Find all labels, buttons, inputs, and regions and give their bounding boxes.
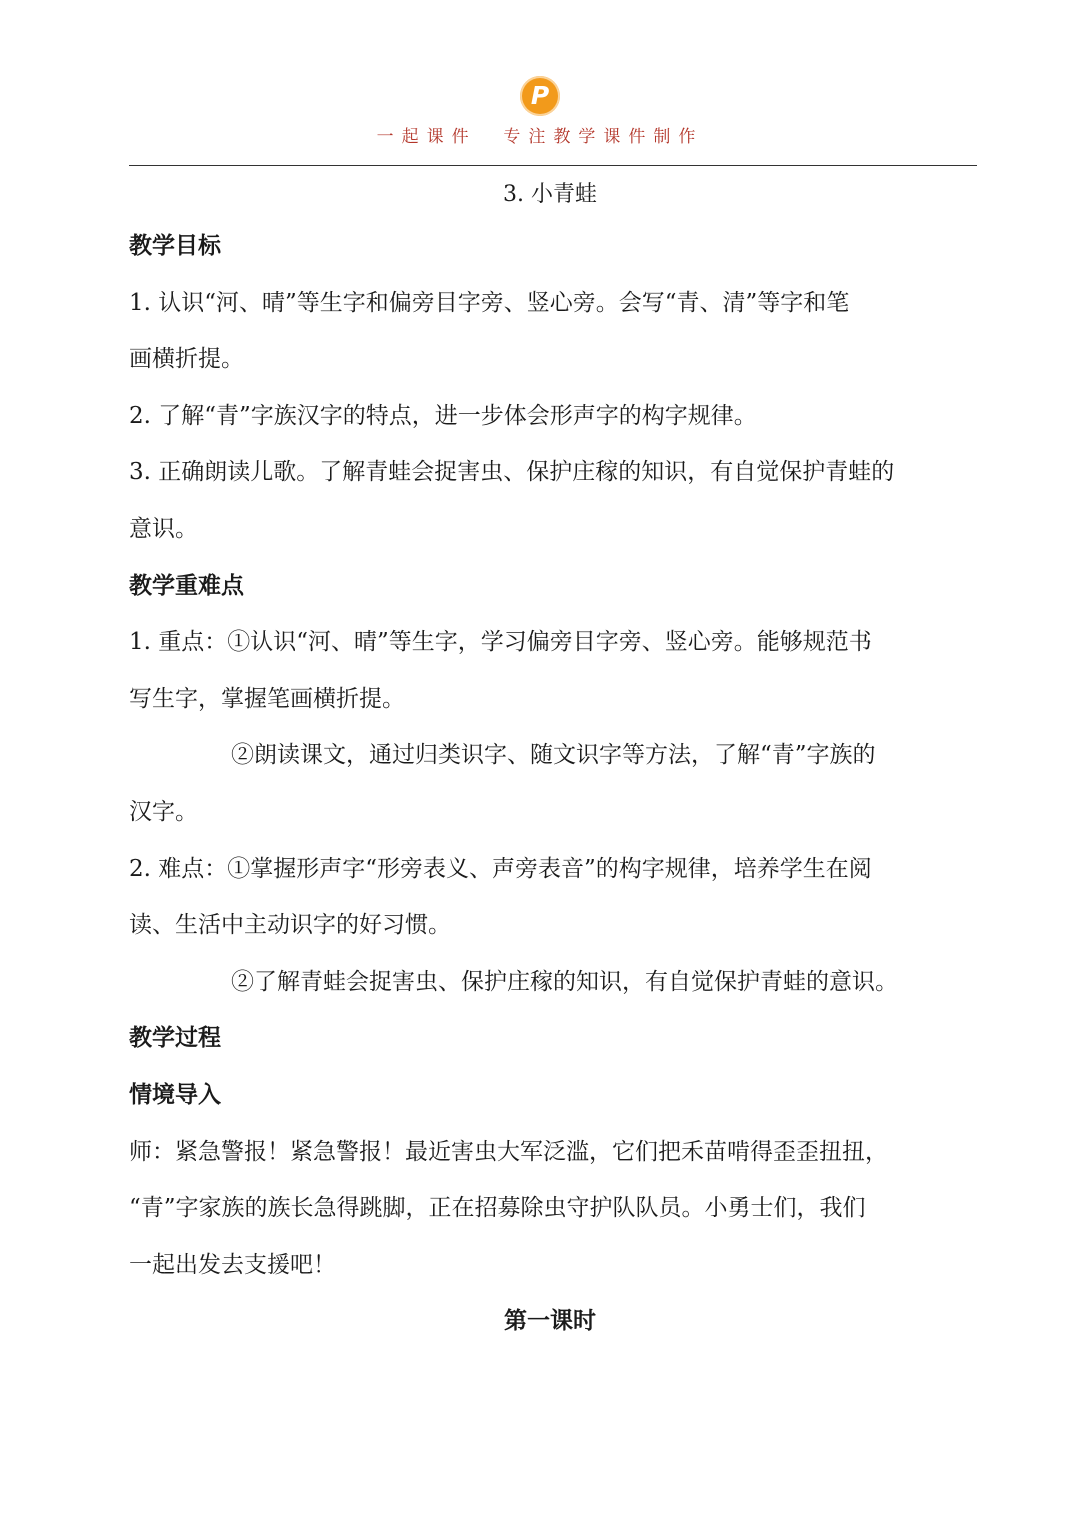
section-heading-goals: 教学目标 — [129, 233, 221, 259]
goal-line: 3. 正确朗读儿歌。了解青蛙会捉害虫、保护庄稼的知识，有自觉保护青蛙的 — [129, 459, 895, 486]
section-heading-keypoints: 教学重难点 — [129, 572, 244, 599]
keypoint-line: 读、生活中主动识字的好习惯。 — [129, 912, 451, 939]
intro-line: “青”字家族的族长急得跳脚，正在招募除虫守护队队员。小勇士们，我们 — [129, 1195, 866, 1222]
intro-line: 一起出发去支援吧！ — [129, 1251, 336, 1278]
keypoint-line: ②了解青蛙会捉害虫、保护庄稼的知识，有自觉保护青蛙的意识。 — [231, 968, 898, 995]
lesson-heading: 第一课时 — [504, 1308, 596, 1335]
goal-line: 意识。 — [129, 515, 198, 542]
keypoint-line: 1. 重点：①认识“河、晴”等生字，学习偏旁目字旁、竖心旁。能够规范书 — [129, 629, 872, 656]
document-body — [129, 172, 971, 1350]
goal-line: 2. 了解“青”字族汉字的特点，进一步体会形声字的构字规律。 — [129, 402, 757, 429]
keypoint-line: ②朗读课文，通过归类识字、随文识字等方法，了解“青”字族的 — [231, 742, 876, 769]
goal-line: 画横折提。 — [129, 346, 244, 373]
logo-letter: P — [530, 81, 550, 110]
page-header — [0, 76, 1080, 147]
section-heading-process: 教学过程 — [129, 1025, 221, 1052]
header-divider — [129, 165, 977, 166]
keypoint-line: 汉字。 — [129, 798, 198, 825]
brand-slogan: 一起课件 专注教学课件制作 — [376, 127, 704, 147]
section-heading-intro: 情境导入 — [129, 1081, 221, 1108]
keypoint-line: 2. 难点：①掌握形声字“形旁表义、声旁表音”的构字规律，培养学生在阅 — [129, 855, 872, 882]
brand-logo-icon — [520, 76, 560, 116]
intro-line: 师：紧急警报！紧急警报！最近害虫大军泛滥，它们把禾苗啃得歪歪扭扭， — [129, 1138, 888, 1165]
document-title: 3. 小青蛙 — [503, 182, 597, 207]
keypoint-line: 写生字，掌握笔画横折提。 — [129, 685, 405, 712]
goal-line: 1. 认识“河、晴”等生字和偏旁目字旁、竖心旁。会写“青、清”等字和笔 — [129, 289, 850, 316]
